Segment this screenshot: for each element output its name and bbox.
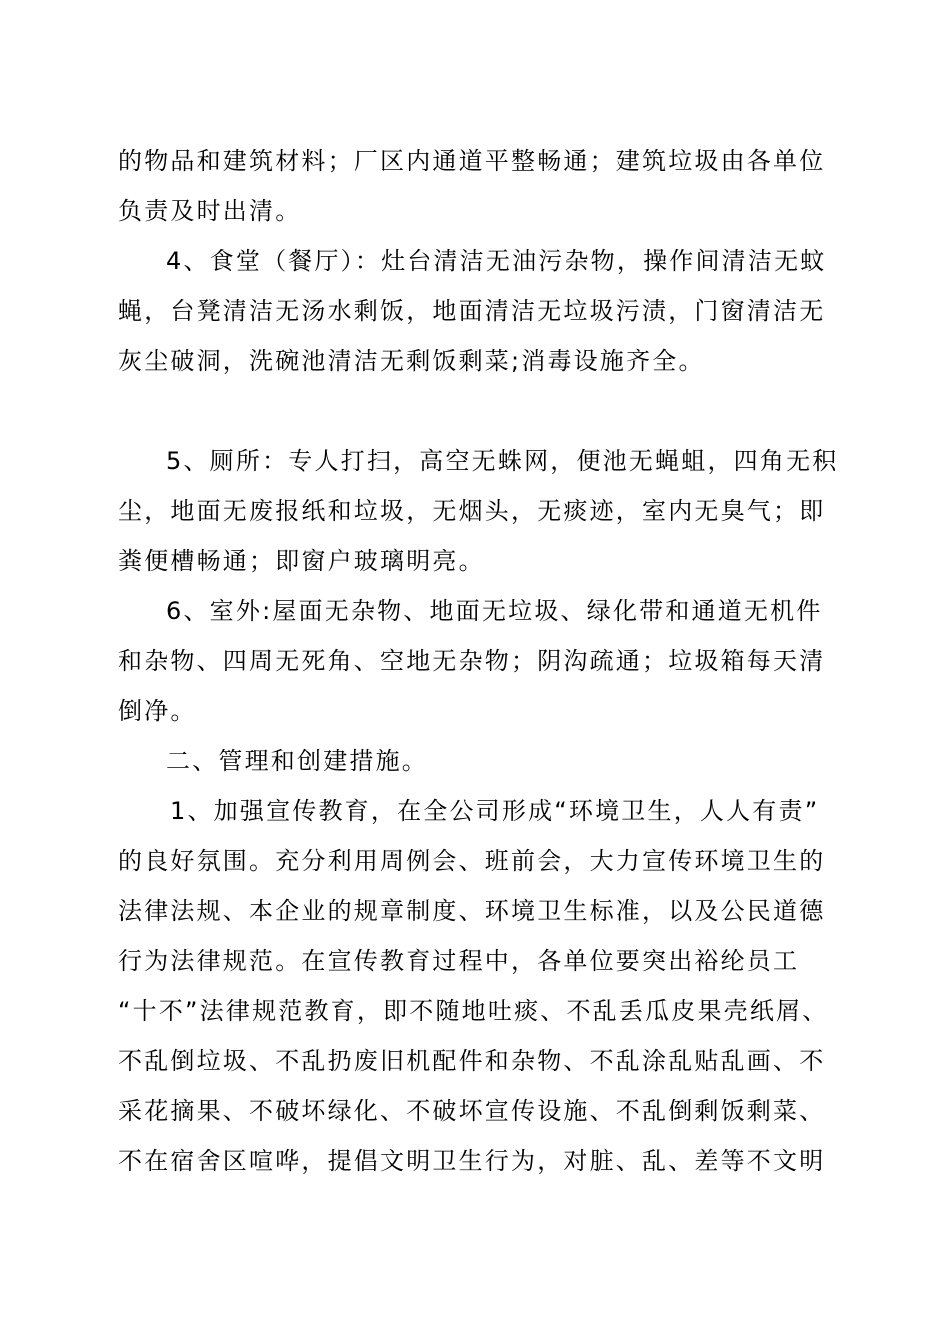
section-item-5: 5、厕所：专人打扫，高空无蛛网，便池无蝇蛆，四角无积 bbox=[166, 447, 839, 475]
text-line: 和杂物、四周无死角、空地无杂物；阴沟疏通；垃圾箱每天清 bbox=[118, 647, 826, 675]
text-line: 不在宿舍区喧哗，提倡文明卫生行为，对脏、乱、差等不文明 bbox=[118, 1147, 826, 1175]
section-item-6: 6、室外:屋面无杂物、地面无垃圾、绿化带和通道无机件 bbox=[166, 597, 823, 625]
text-line: 的物品和建筑材料；厂区内通道平整畅通；建筑垃圾由各单位 bbox=[118, 147, 826, 175]
text-line: 倒净。 bbox=[118, 697, 197, 725]
text-line: 蝇，台凳清洁无汤水剩饭，地面清洁无垃圾污渍，门窗清洁无 bbox=[118, 297, 826, 325]
measure-item-1: 1、加强宣传教育，在全公司形成“环境卫生，人人有责” bbox=[170, 797, 820, 825]
section-heading: 二、管理和创建措施。 bbox=[166, 747, 428, 775]
text-line: 采花摘果、不破坏绿化、不破坏宣传设施、不乱倒剩饭剩菜、 bbox=[118, 1097, 826, 1125]
text-line: 尘，地面无废报纸和垃圾，无烟头，无痰迹，室内无臭气；即 bbox=[118, 497, 826, 525]
text-line: 法律法规、本企业的规章制度、环境卫生标准，以及公民道德 bbox=[118, 897, 826, 925]
text-line: 灰尘破洞，洗碗池清洁无剩饭剩菜;消毒设施齐全。 bbox=[118, 347, 705, 375]
text-line: 行为法律规范。在宣传教育过程中，各单位要突出裕纶员工 bbox=[118, 947, 800, 975]
text-line: 负责及时出清。 bbox=[118, 197, 302, 225]
text-line: 不乱倒垃圾、不乱扔废旧机配件和杂物、不乱涂乱贴乱画、不 bbox=[118, 1047, 826, 1075]
section-item-4: 4、食堂（餐厅）：灶台清洁无油污杂物，操作间清洁无蚊 bbox=[166, 247, 827, 275]
text-line: 粪便槽畅通；即窗户玻璃明亮。 bbox=[118, 547, 485, 575]
text-line: “十不”法律规范教育，即不随地吐痰、不乱丢瓜皮果壳纸屑、 bbox=[118, 997, 829, 1025]
text-line: 的良好氛围。充分利用周例会、班前会，大力宣传环境卫生的 bbox=[118, 847, 826, 875]
